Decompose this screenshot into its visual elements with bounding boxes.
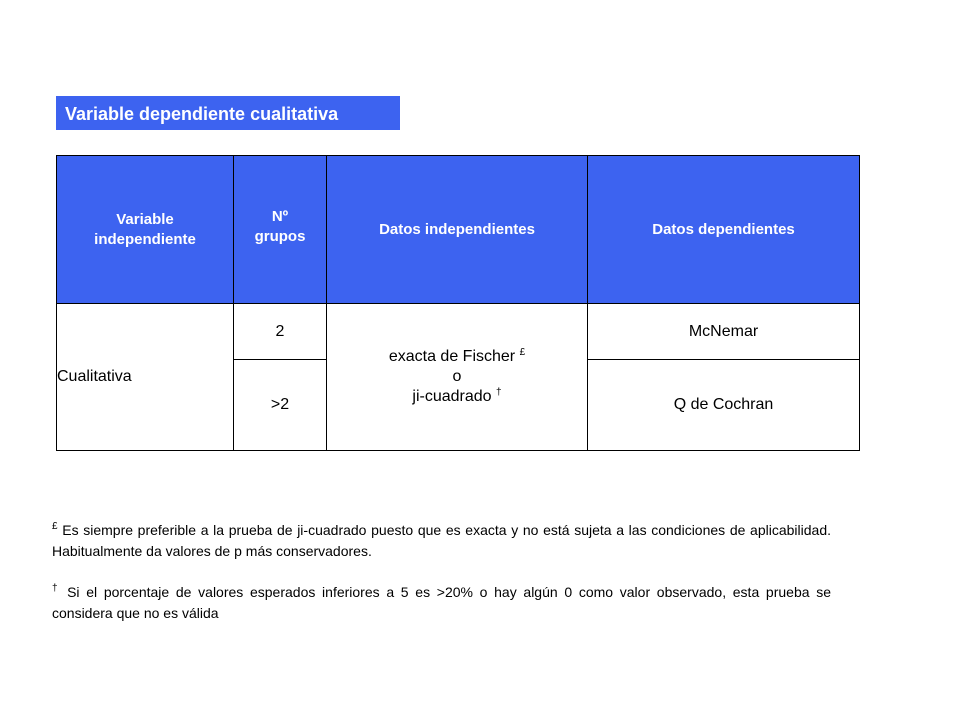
- test-ji-cuadrado: ji-cuadrado: [412, 388, 492, 405]
- independent-test-cell: [327, 304, 588, 451]
- header-datos-dependientes: Datos dependientes: [588, 156, 860, 304]
- header-n-grupos: [234, 156, 327, 304]
- dependent-test-mcnemar: McNemar: [588, 304, 860, 360]
- footnote-dagger-mark: †: [52, 583, 61, 594]
- dagger-footnote-mark: †: [496, 387, 502, 398]
- test-fischer: exacta de Fischer: [388, 348, 516, 365]
- statistics-test-table: [56, 155, 860, 451]
- footnote-dagger-text: Si el porcentaje de valores esperados inferiores a 5 es >20% o hay algún 0 como valor observado, esta prueba se considera que no es válida: [52, 584, 832, 621]
- groups-cell-gt2: >2: [234, 360, 327, 451]
- groups-cell-2: 2: [234, 304, 327, 360]
- header-variable-independiente-line2: independiente: [94, 230, 196, 248]
- row-label-cualitativa: Cualitativa: [57, 304, 234, 451]
- footnotes: [52, 520, 831, 624]
- page-title: Variable dependiente cualitativa: [56, 96, 400, 130]
- table-row: [57, 304, 860, 360]
- header-n-grupos-line1: Nº: [271, 207, 289, 225]
- table-header-row: [57, 156, 860, 304]
- pound-footnote-mark: £: [519, 347, 526, 358]
- header-variable-independiente-line1: Variable: [116, 210, 174, 228]
- header-n-grupos-line2: grupos: [254, 227, 306, 245]
- footnote-pound-mark: £: [52, 521, 58, 532]
- footnote-dagger: [52, 582, 831, 624]
- header-datos-independientes: Datos independientes: [327, 156, 588, 304]
- test-or: o: [452, 368, 462, 385]
- dependent-test-cochran: Q de Cochran: [588, 360, 860, 451]
- footnote-pound-text: Es siempre preferible a la prueba de ji-cuadrado puesto que es exacta y no está sujeta a las condiciones de aplicabilidad. Habitualmente da valores de p más conservadores.: [52, 522, 832, 559]
- footnote-pound: [52, 520, 831, 562]
- header-variable-independiente: [57, 156, 234, 304]
